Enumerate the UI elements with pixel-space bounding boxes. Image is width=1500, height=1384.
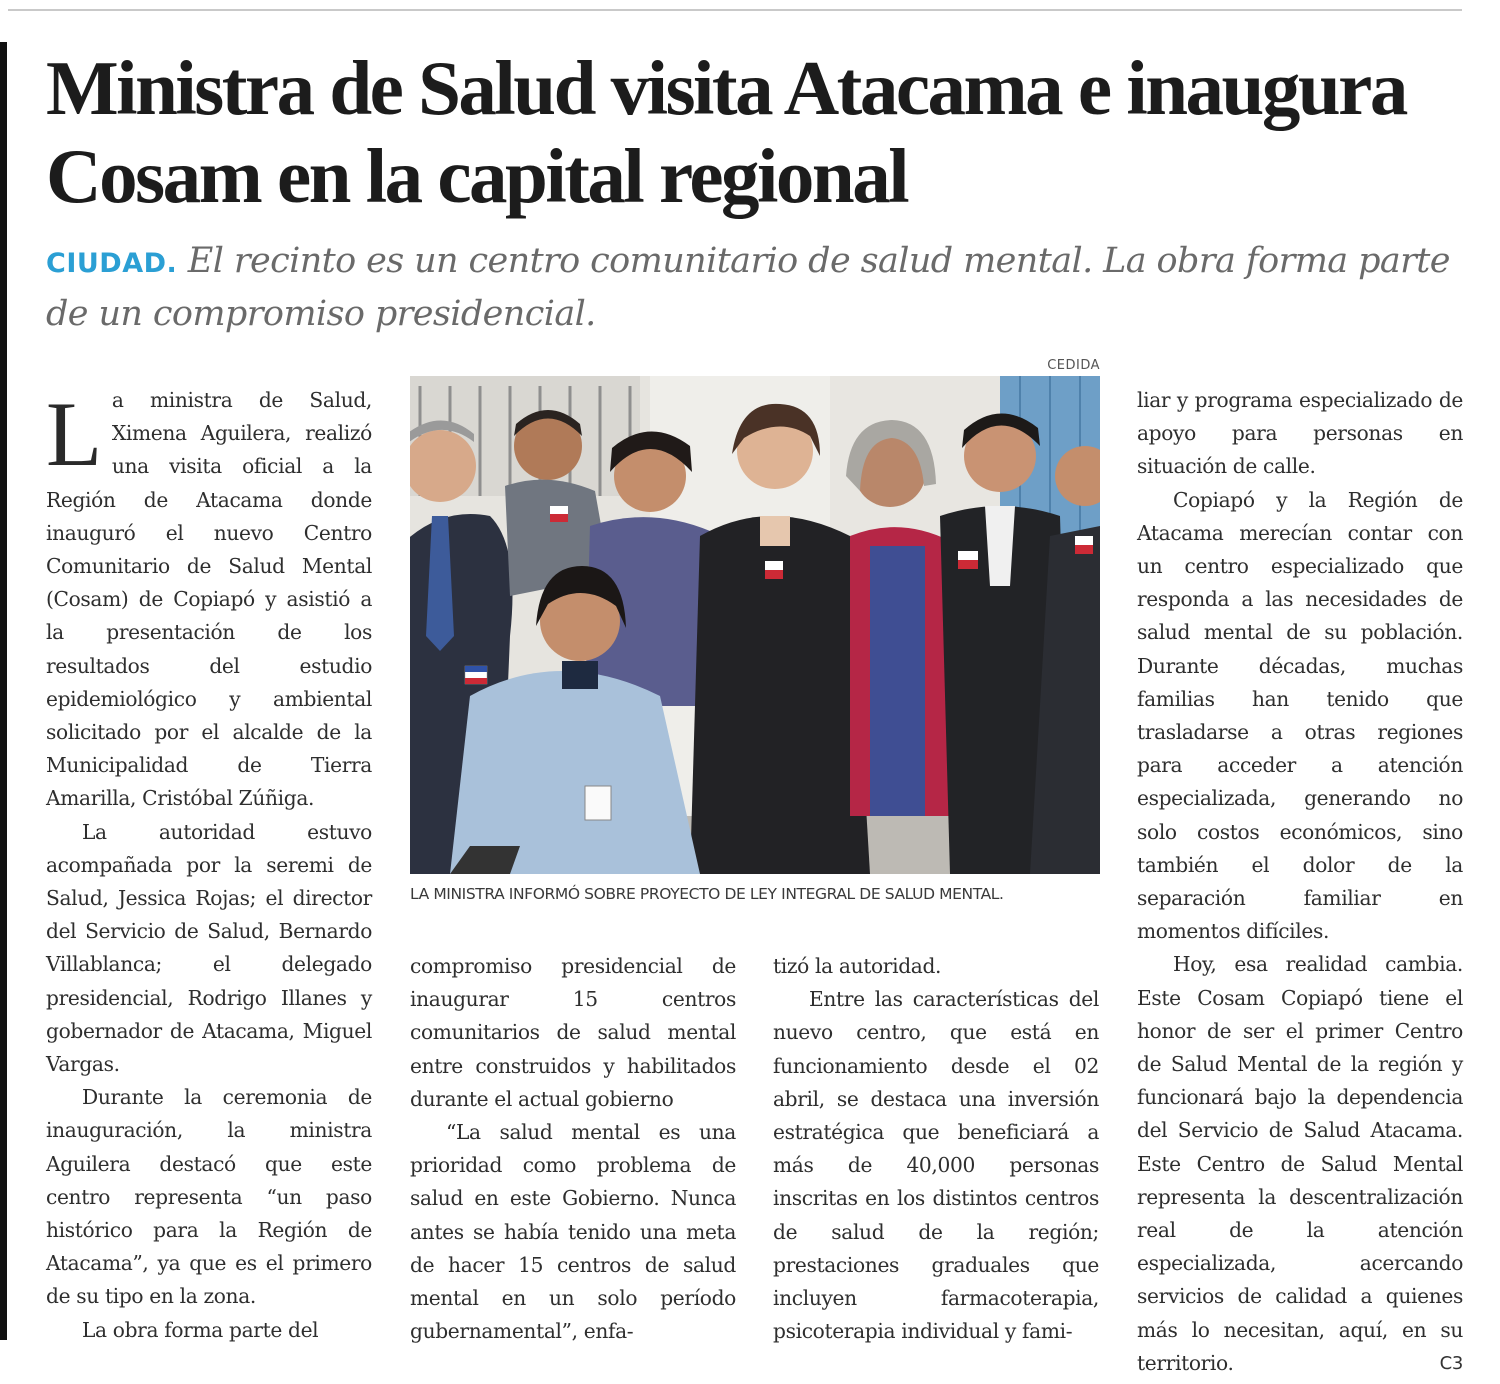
group-photo-illustration	[410, 376, 1100, 874]
column-3	[773, 950, 1099, 1348]
headline: Ministra de Salud visita Atacama e inaugura Cosam en la capital regional	[46, 45, 1406, 219]
paragraph: “La salud mental es una prioridad como problema de salud en este Gobierno. Nunca antes se había tenido una meta de hacer 15 centros de salud mental en un solo período gubernamental”, enfa-	[410, 1120, 736, 1344]
paragraph: Copiapó y la Región de Atacama merecían contar con un centro especializado que responda a las necesidades de salud mental de su población. Durante décadas, muchas familias han tenido que trasladarse a otras regiones para acceder a atención especializada, generando no solo costos económicos, sino también el dolor de la separación familiar en momentos difíciles.	[1137, 487, 1463, 944]
paragraph: liar y programa especializado de apoyo para personas en situación de calle.	[1137, 388, 1463, 479]
paragraph-text: a ministra de Salud, Ximena Aguilera, realizó una visita oficial a la Región de Atacama donde inauguró el nuevo Centro Comunitario de Salud Mental (Cosam) de Copiapó y asistió a la presentación de los resultados del estudio epidemiológico y ambiental solicitado por el alcalde de la Municipalidad de Tierra Amarilla, Cristóbal Zúñiga.	[46, 388, 372, 811]
paragraph: Entre las características del nuevo centro, que está en funcionamiento desde el 02 abril, se destaca una inversión estratégica que beneficiará a más de 40,000 personas inscritas en los distintos centros de salud de la región; prestaciones graduales que incluyen farmacoterapia, psicoterapia individual y fami-	[773, 987, 1099, 1344]
paragraph: Durante la ceremonia de inauguración, la ministra Aguilera destacó que este centro representa “un paso histórico para la Región de Atacama”, ya que es el primero de su tipo en la zona.	[46, 1085, 372, 1309]
column-1	[46, 384, 372, 1347]
group-photo	[410, 376, 1100, 874]
photo-caption: LA MINISTRA INFORMÓ SOBRE PROYECTO DE LEY INTEGRAL DE SALUD MENTAL.	[410, 885, 1004, 903]
photo-credit: CEDIDA	[1047, 358, 1100, 373]
paragraph	[1137, 948, 1463, 1380]
section-kicker: CIUDAD.	[46, 248, 178, 279]
paragraph: La obra forma parte del	[82, 1317, 319, 1342]
paragraph: La autoridad estuvo acompañada por la seremi de Salud, Jessica Rojas; el director del Servicio de Salud, Bernardo Villablanca; el delegado presidencial, Rodrigo Illanes y gobernador de Atacama, Miguel Vargas.	[46, 819, 372, 1077]
page-edge-bar	[0, 42, 7, 1340]
column-4	[1137, 384, 1463, 1380]
paragraph: tizó la autoridad.	[773, 954, 942, 978]
top-rule	[8, 9, 1462, 11]
paragraph-text: Hoy, esa realidad cambia. Este Cosam Copiapó tiene el honor de ser el primer Centro de Salud Mental de la región y funcionará bajo la dependencia del Servicio de Salud Atacama. Este Centro de Salud Mental representa la descentralización real de la atención especializada, acercando servicios de calidad a quienes más lo necesitan, aquí, en su territorio.	[1137, 952, 1463, 1375]
end-mark: C3	[1439, 1352, 1463, 1374]
deck-text: El recinto es un centro comunitario de salud mental. La obra forma parte de un compromiso presidencial.	[46, 241, 1450, 334]
paragraph	[46, 384, 372, 816]
deck	[46, 236, 1466, 339]
drop-cap: L	[46, 383, 102, 485]
column-2	[410, 950, 736, 1348]
paragraph: compromiso presidencial de inaugurar 15 centros comunitarios de salud mental entre construidos y habilitados durante el actual gobierno	[410, 954, 736, 1111]
